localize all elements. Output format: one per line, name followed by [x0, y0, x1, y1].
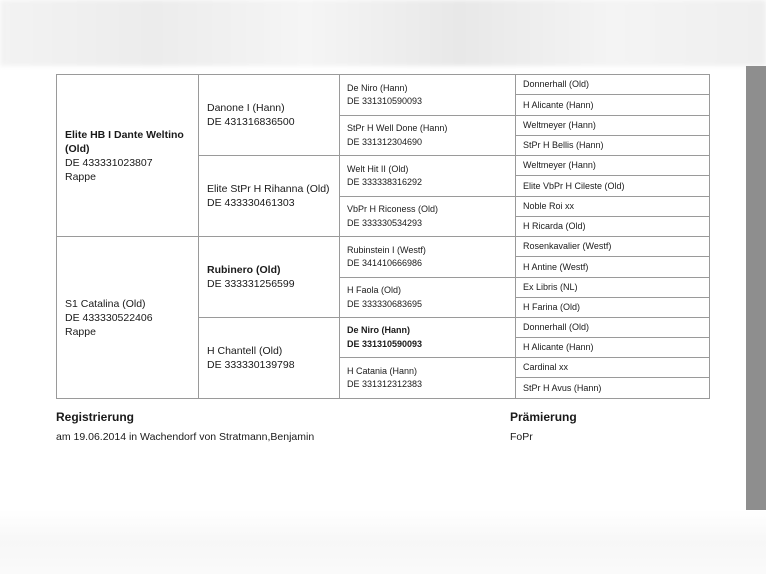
great-grandparent-cell	[340, 358, 516, 398]
ancestor-cell: Ex Libris (NL)	[516, 278, 710, 298]
grandparent-registration: DE 433330461303	[207, 197, 295, 209]
great-grandparent-name: De Niro (Hann)	[347, 82, 408, 93]
ancestor-cell: Weltmeyer (Hann)	[516, 116, 710, 136]
great-grandparent-registration: DE 331310590093	[347, 338, 423, 349]
great-grandparent-registration: DE 331312304690	[347, 136, 423, 147]
grandparent-name: Elite StPr H Rihanna (Old)	[207, 183, 330, 195]
grandparent-registration: DE 333331256599	[207, 278, 295, 290]
great-grandparent-registration: DE 333338316292	[347, 177, 423, 187]
grandparent-name: H Chantell (Old)	[207, 345, 283, 357]
sire-color: Rappe	[65, 170, 96, 183]
pedigree-column-great-grandparents	[339, 75, 516, 398]
great-grandparent-name: De Niro (Hann)	[347, 325, 410, 335]
grandparent-registration: DE 431316836500	[207, 116, 295, 128]
grandparent-cell	[199, 318, 340, 398]
grandparent-name: Danone I (Hann)	[207, 102, 285, 114]
award-text: FoPr	[510, 431, 533, 443]
ancestor-cell: H Alicante (Hann)	[516, 338, 710, 358]
scrollbar[interactable]	[746, 66, 766, 510]
award-title: Prämierung	[510, 410, 577, 424]
great-grandparent-name: StPr H Well Done (Hann)	[347, 123, 448, 133]
pedigree-column-grandparents	[198, 75, 340, 398]
ancestor-cell: Donnerhall (Old)	[516, 318, 710, 338]
blurred-footer-background	[0, 510, 766, 574]
dam-color: Rappe	[65, 325, 96, 338]
great-grandparent-cell	[340, 197, 516, 237]
great-grandparent-name: Rubinstein I (Westf)	[347, 244, 426, 255]
dam-cell	[57, 237, 198, 398]
great-grandparent-name: Welt Hit II (Old)	[347, 163, 409, 174]
sire-registration: DE 433331023807	[65, 156, 153, 169]
ancestor-cell: StPr H Bellis (Hann)	[516, 136, 710, 156]
sire-name: Elite HB I Dante Weltino (Old)	[65, 128, 184, 155]
registration-title: Registrierung	[56, 410, 135, 424]
registration-text: am 19.06.2014 in Wachendorf von Stratmann,Benjamin	[56, 431, 315, 443]
ancestor-cell: Rosenkavalier (Westf)	[516, 237, 710, 257]
pedigree-column-parents	[57, 75, 198, 398]
ancestor-cell: H Ricarda (Old)	[516, 217, 710, 237]
great-grandparent-cell	[340, 75, 516, 116]
pedigree-table	[56, 74, 710, 399]
great-grandparent-name: H Catania (Hann)	[347, 365, 418, 376]
great-grandparent-registration: DE 333330534293	[347, 217, 423, 228]
grandparent-cell	[199, 156, 340, 237]
great-grandparent-registration: DE 331312312383	[347, 379, 423, 389]
blurred-header-background	[0, 0, 766, 66]
great-grandparent-cell	[340, 318, 516, 358]
dam-name: S1 Catalina (Old)	[65, 297, 146, 310]
great-grandparent-cell	[340, 237, 516, 278]
sire-cell	[57, 75, 198, 237]
great-grandparent-cell	[340, 156, 516, 197]
ancestor-cell: StPr H Avus (Hann)	[523, 382, 602, 393]
great-grandparent-name: VbPr H Riconess (Old)	[347, 204, 439, 214]
grandparent-registration: DE 333330139798	[207, 359, 295, 371]
pedigree-column-great-great-grandparents	[515, 75, 710, 398]
great-grandparent-registration: DE 331310590093	[347, 96, 423, 106]
great-grandparent-registration: DE 341410666986	[347, 258, 423, 268]
great-grandparent-name: H Faola (Old)	[347, 285, 402, 295]
dam-registration: DE 433330522406	[65, 311, 153, 324]
ancestor-cell: Noble Roi xx	[516, 197, 710, 217]
ancestor-cell: Cardinal xx	[516, 358, 710, 378]
ancestor-cell: H Alicante (Hann)	[516, 95, 710, 116]
great-grandparent-cell	[340, 116, 516, 156]
great-grandparent-registration: DE 333330683695	[347, 298, 423, 309]
grandparent-name: Rubinero (Old)	[207, 264, 281, 276]
ancestor-cell: H Antine (Westf)	[516, 257, 710, 278]
grandparent-cell	[199, 75, 340, 156]
ancestor-cell: Donnerhall (Old)	[516, 75, 710, 95]
ancestor-cell: Elite VbPr H Cileste (Old)	[516, 176, 710, 197]
ancestor-cell: H Farina (Old)	[516, 298, 710, 318]
grandparent-cell	[199, 237, 340, 318]
great-grandparent-cell	[340, 278, 516, 318]
ancestor-cell: Weltmeyer (Hann)	[516, 156, 710, 176]
